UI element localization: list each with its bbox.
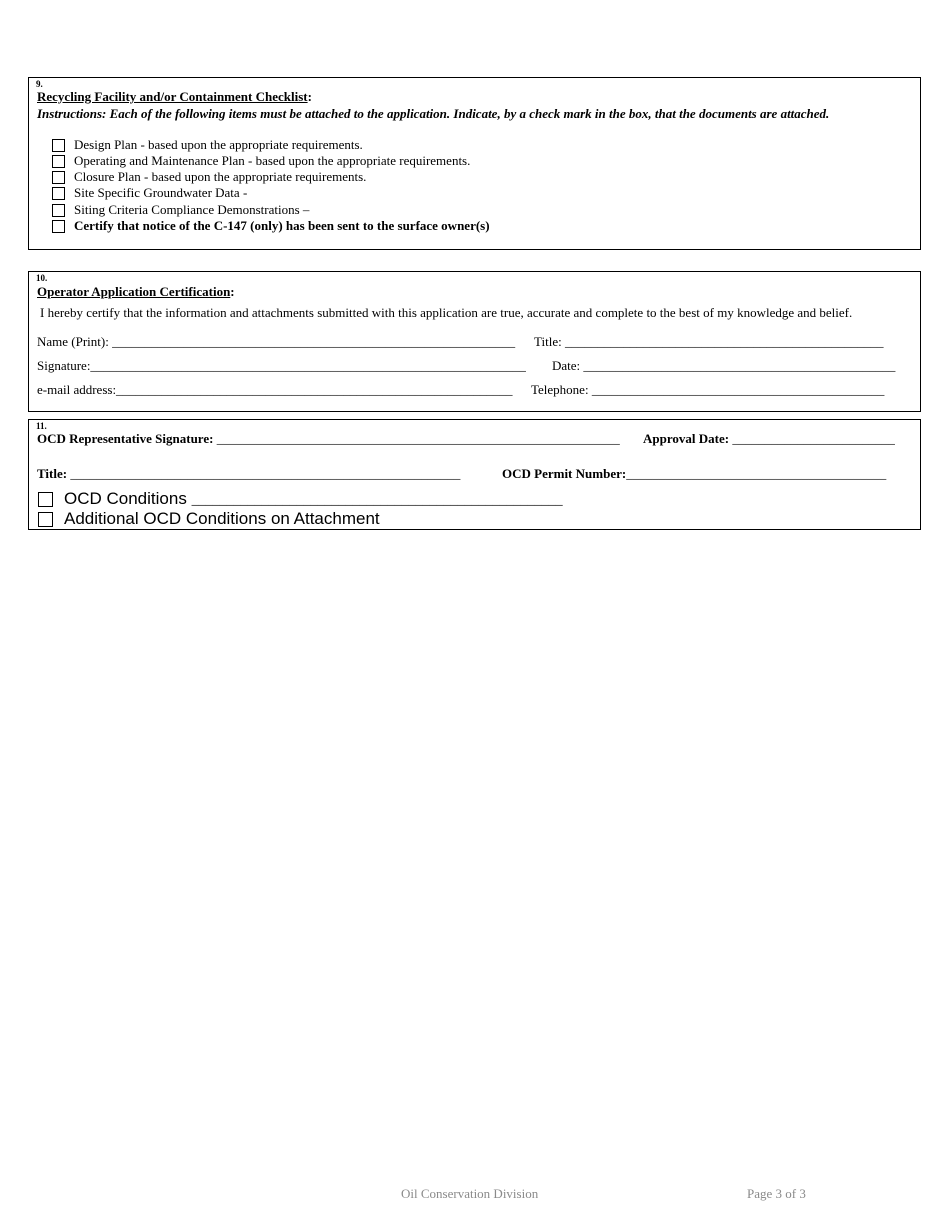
date-field[interactable]: Date: ________________________________________________ (552, 358, 896, 373)
additional-conditions-checkbox[interactable] (38, 512, 53, 527)
footer-division: Oil Conservation Division (401, 1186, 539, 1201)
telephone-field[interactable]: Telephone: _____________________________________________ (531, 382, 885, 397)
signature-field[interactable]: Signature:___________________________________________________________________ (37, 358, 526, 373)
section-number: 10. (36, 273, 48, 283)
footer-page-number: Page 3 of 3 (747, 1186, 806, 1201)
checklist-item-label: Certify that notice of the C-147 (only) has been sent to the surface owner(s) (74, 218, 490, 233)
ocd-title-field[interactable] (37, 466, 460, 482)
checkbox[interactable] (52, 155, 65, 168)
permit-number-field[interactable] (502, 466, 886, 482)
checkbox[interactable] (52, 171, 65, 184)
permit-number-label: OCD Permit Number: (502, 466, 627, 481)
checklist-item-siting-criteria[interactable] (52, 202, 309, 218)
section-10-certification (28, 271, 921, 412)
instructions-text: Instructions: Each of the following items must be attached to the application. Indicate, by a check mark in the box, that the documents are attached. (37, 106, 830, 121)
checkbox[interactable] (52, 204, 65, 217)
checklist-item-operating-plan[interactable] (52, 153, 470, 169)
approval-date-field[interactable] (643, 431, 895, 447)
permit-number-line[interactable]: ________________________________________ (626, 466, 887, 481)
checkbox[interactable] (52, 139, 65, 152)
section-heading (37, 284, 235, 300)
ocd-conditions-field[interactable] (64, 489, 563, 509)
ocd-signature-line[interactable]: ______________________________________________________________ (216, 431, 620, 446)
ocd-signature-field[interactable] (37, 431, 620, 447)
email-field[interactable]: e-mail address:_____________________________________________________________ (37, 382, 513, 397)
checklist-item-groundwater-data[interactable] (52, 185, 247, 201)
checkbox[interactable] (52, 220, 65, 233)
name-print-field[interactable]: Name (Print): ______________________________________________________________ (37, 334, 516, 349)
ocd-signature-label: OCD Representative Signature: (37, 431, 214, 446)
checkbox[interactable] (52, 187, 65, 200)
section-heading-text: Operator Application Certification (37, 284, 231, 299)
section-number: 9. (36, 79, 43, 89)
section-heading (37, 89, 312, 105)
checklist-item-label: Closure Plan - based upon the appropriate requirements. (74, 169, 367, 184)
section-number: 11. (36, 421, 47, 431)
checklist-item-label: Siting Criteria Compliance Demonstrations – (74, 202, 310, 217)
title-field[interactable]: Title: _________________________________________________ (534, 334, 884, 349)
certification-statement: I hereby certify that the information and attachments submitted with this application are true, accurate and complete to the best of my knowledge and belief. (40, 305, 853, 320)
ocd-title-line[interactable]: ____________________________________________________________ (70, 466, 461, 481)
ocd-conditions-label: OCD Conditions (64, 489, 187, 508)
checklist-item-surface-owner-notice[interactable] (52, 218, 490, 234)
approval-date-line[interactable]: _________________________ (732, 431, 895, 446)
section-11-ocd-approval (28, 419, 921, 530)
ocd-conditions-line[interactable]: _____________________________________________________ (191, 493, 563, 508)
heading-colon: : (307, 89, 312, 104)
approval-date-label: Approval Date: (643, 431, 730, 446)
additional-conditions-label: Additional OCD Conditions on Attachment (64, 509, 380, 528)
ocd-conditions-checkbox[interactable] (38, 492, 53, 507)
checklist-item-label: Site Specific Groundwater Data - (74, 185, 248, 200)
heading-colon: : (230, 284, 235, 299)
section-9-checklist (28, 77, 921, 250)
checklist-item-design-plan[interactable] (52, 137, 363, 153)
checklist-item-label: Design Plan - based upon the appropriate requirements. (74, 137, 363, 152)
checklist-item-label: Operating and Maintenance Plan - based upon the appropriate requirements. (74, 153, 471, 168)
section-heading-text: Recycling Facility and/or Containment Checklist (37, 89, 308, 104)
checklist-item-closure-plan[interactable] (52, 169, 366, 185)
ocd-title-label: Title: (37, 466, 68, 481)
